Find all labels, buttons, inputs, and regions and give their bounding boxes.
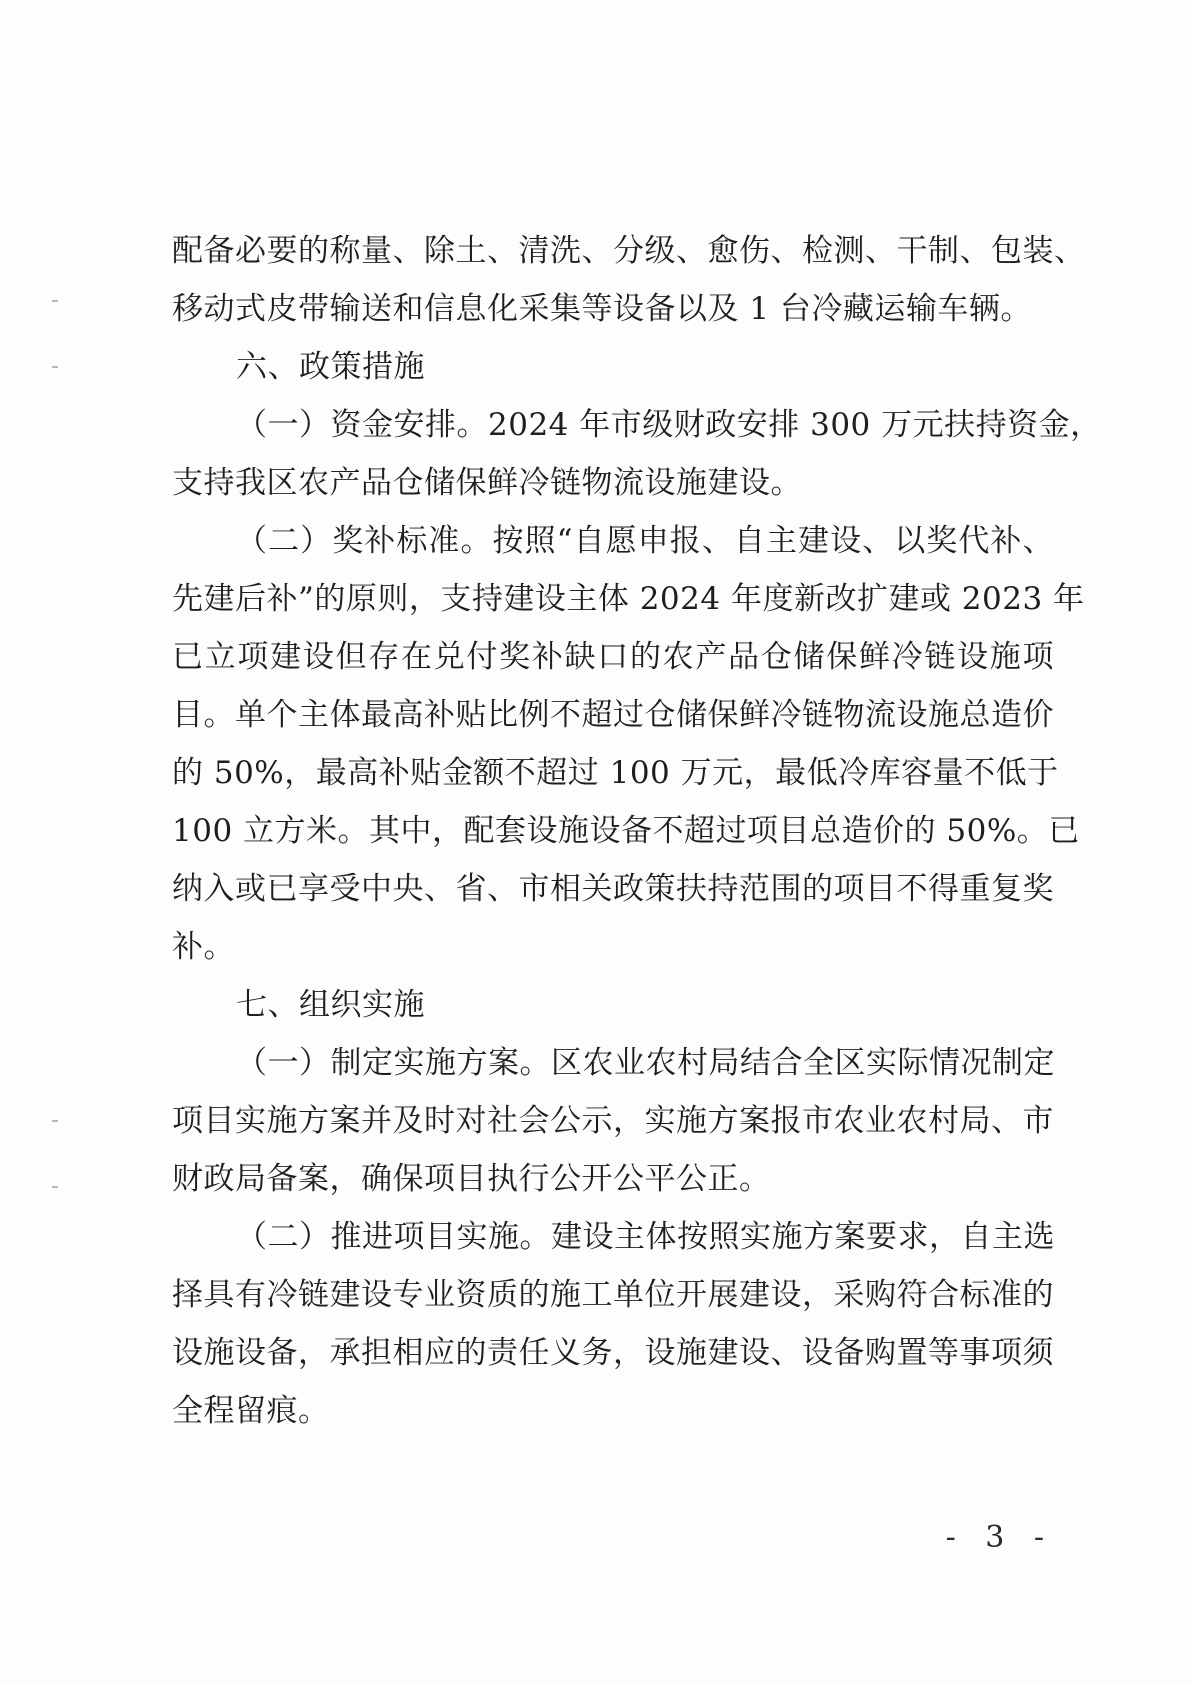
text-line: 补。 xyxy=(172,929,235,965)
margin-mark xyxy=(52,300,58,302)
margin-mark xyxy=(52,366,58,368)
text-line: 先建后补”的原则，支持建设主体 2024 年度新改扩建或 2023 年 xyxy=(172,581,1085,617)
text-line: 设施设备，承担相应的责任义务，设施建设、设备购置等事项须 xyxy=(172,1335,1054,1371)
text-line: 纳入或已享受中央、省、市相关政策扶持范围的项目不得重复奖 xyxy=(172,871,1054,907)
section-heading: 六、政策措施 xyxy=(236,349,425,385)
body-text xyxy=(172,222,1102,1440)
text-line: （二）奖补标准。按照“自愿申报、自主建设、以奖代补、 xyxy=(236,523,1054,559)
text-line: 择具有冷链建设专业资质的施工单位开展建设，采购符合标准的 xyxy=(172,1277,1054,1313)
page-number: - 3 - xyxy=(945,1520,1054,1555)
margin-mark xyxy=(52,1186,58,1188)
text-line: 目。单个主体最高补贴比例不超过仓储保鲜冷链物流设施总造价 xyxy=(172,697,1054,733)
text-line: 已立项建设但存在兑付奖补缺口的农产品仓储保鲜冷链设施项 xyxy=(172,639,1054,675)
text-line: （一）制定实施方案。区农业农村局结合全区实际情况制定 xyxy=(236,1045,1055,1081)
text-line: 财政局备案，确保项目执行公开公平公正。 xyxy=(172,1161,771,1197)
text-line: 100 立方米。其中，配套设施设备不超过项目总造价的 50%。已 xyxy=(172,813,1080,849)
section-heading: 七、组织实施 xyxy=(236,987,425,1023)
text-line: 项目实施方案并及时对社会公示，实施方案报市农业农村局、市 xyxy=(172,1103,1054,1139)
text-line: （一）资金安排。2024 年市级财政安排 300 万元扶持资金， xyxy=(236,407,1102,443)
text-line: 支持我区农产品仓储保鲜冷链物流设施建设。 xyxy=(172,465,802,501)
text-line: 的 50%，最高补贴金额不超过 100 万元，最低冷库容量不低于 xyxy=(172,755,1059,791)
text-line: 配备必要的称量、除土、清洗、分级、愈伤、检测、干制、包装、 xyxy=(172,233,1086,269)
margin-mark xyxy=(52,1120,58,1122)
text-line: 移动式皮带输送和信息化采集等设备以及 1 台冷藏运输车辆。 xyxy=(172,291,1032,327)
text-line: 全程留痕。 xyxy=(172,1393,330,1429)
text-line: （二）推进项目实施。建设主体按照实施方案要求，自主选 xyxy=(236,1219,1055,1255)
